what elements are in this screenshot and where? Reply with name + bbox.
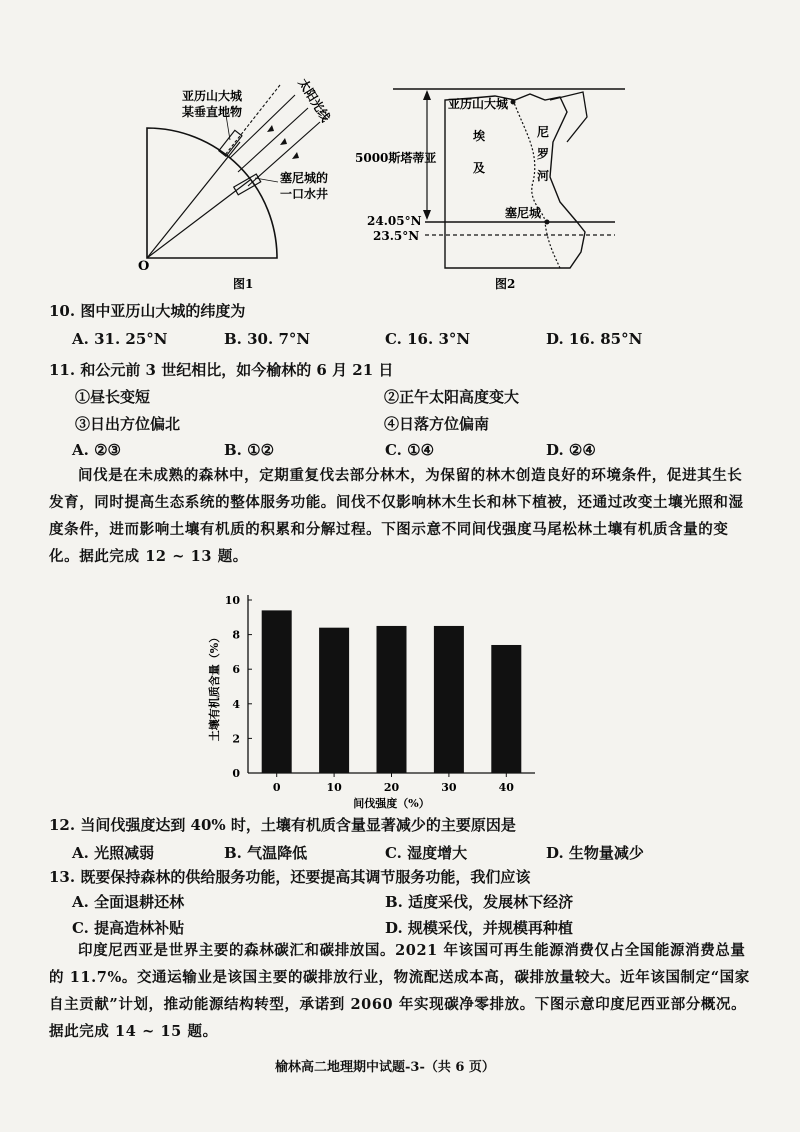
fig1-syene-label-1: 塞尼城的 — [280, 171, 329, 185]
organic-matter-chart — [200, 585, 550, 810]
q12-option-c[interactable]: C. 湿度增大 — [385, 844, 468, 862]
x-tick-label: 10 — [326, 781, 342, 794]
arrow-1 — [267, 125, 274, 132]
x-axis-title: 间伐强度（%） — [353, 797, 430, 810]
x-tick-label: 30 — [441, 781, 457, 794]
y-tick-label: 10 — [224, 594, 240, 607]
fig2-distance-label: 5000斯塔蒂亚 — [355, 151, 437, 165]
fig1-syene-label-2: 一口水井 — [280, 187, 329, 201]
fig2-lat2-label: 23.5°N — [373, 229, 420, 243]
passage-indonesia: 印度尼西亚是世界主要的森林碳汇和碳排放国。2021 年该国可再生能源消费仅占全国能源消费总量的 11.7%。交通运输业是该国主要的碳排放行业，物流配送成本高，碳排放量较大。近年该国制定“国家自主贡献”计划，推动能源结构转型，承诺到 2060 年实现碳净零排放。下图示意印度尼西亚部分概况。据此完成 14 ~ 15 题。 — [49, 942, 750, 1040]
fig1-caption: 图1 — [233, 277, 254, 291]
q12-stem: 12. 当间伐强度达到 40% 时，土壤有机质含量显著减少的主要原因是 — [49, 816, 516, 834]
arrow-2 — [280, 138, 287, 145]
y-tick-label: 6 — [232, 663, 240, 677]
q10-stem: 10. 图中亚历山大城的纬度为 — [49, 302, 246, 320]
egypt-outline — [445, 94, 585, 268]
fig2-alexandria-label: 亚历山大城 — [448, 97, 509, 111]
fig2-egypt-label-1: 埃 — [473, 129, 486, 143]
y-axis-title: 土壤有机质含量（%） — [208, 631, 221, 742]
q11-item-1: ①昼长变短 — [75, 388, 151, 406]
q10-option-a[interactable]: A. 31. 25°N — [72, 330, 168, 348]
q13-option-b[interactable]: B. 适度采伐，发展林下经济 — [385, 893, 574, 911]
q13-option-d[interactable]: D. 规模采伐，并规模再种植 — [385, 919, 573, 937]
alexandria-dot — [511, 100, 516, 105]
fig1-alexandria-label-1: 亚历山大城 — [182, 89, 243, 103]
bar-0 — [262, 610, 292, 773]
bar-10 — [319, 628, 349, 773]
leader-syene — [255, 178, 278, 182]
radius-to-alexandria — [147, 142, 240, 258]
x-tick-label: 20 — [383, 781, 400, 794]
q11-stem: 11. 和公元前 3 世纪相比，如今榆林的 6 月 21 日 — [49, 361, 394, 379]
chart-bars — [262, 610, 522, 773]
quarter-circle — [147, 128, 277, 258]
y-tick-label: 2 — [232, 732, 240, 746]
q12-option-b[interactable]: B. 气温降低 — [224, 844, 308, 862]
fig2-lat1-label: 24.05°N — [367, 214, 422, 228]
bar-20 — [377, 626, 407, 773]
y-tick-label: 0 — [232, 767, 240, 780]
passage-thinning: 间伐是在未成熟的森林中，定期重复伐去部分林木，为保留的林木创造良好的环境条件，促进其生长发育，同时提高生态系统的整体服务功能。间伐不仅影响林木生长和林下植被，还通过改变土壤光照和湿度条件，进而影响土壤有机质的积累和分解过程。下图示意不同间伐强度马尾松林土壤有机质含量的变化。据此完成 12 ~ 13 题。 — [49, 467, 744, 565]
q11-option-c[interactable]: C. ①④ — [385, 441, 435, 459]
fig1-origin-label: O — [138, 259, 150, 274]
fig2-nile-label-1: 尼 — [537, 125, 550, 139]
q11-item-3: ③日出方位偏北 — [75, 415, 181, 433]
arrow-3 — [292, 152, 299, 159]
fig1-alexandria-label-2: 某垂直地物 — [182, 105, 243, 119]
q11-option-b[interactable]: B. ①② — [224, 441, 275, 459]
q11-item-4: ④日落方位偏南 — [384, 415, 490, 433]
fig2-nile-label-3: 河 — [537, 169, 550, 183]
sinai-outline — [550, 92, 587, 142]
x-tick-label: 40 — [498, 781, 514, 794]
q11-item-2: ②正午太阳高度变大 — [384, 388, 520, 406]
syene-well — [234, 174, 261, 195]
chart-labels — [207, 594, 514, 810]
distance-arrow-top — [423, 90, 431, 100]
fig2-caption: 图2 — [495, 277, 516, 291]
radius-to-syene — [147, 180, 250, 258]
q13-stem: 13. 既要保持森林的供给服务功能，还要提高其调节服务功能，我们应该 — [49, 868, 531, 886]
q12-option-a[interactable]: A. 光照减弱 — [72, 844, 155, 862]
fig1-sunlight-label: 太阳光线 — [295, 76, 333, 125]
bar-30 — [434, 626, 464, 773]
q11-option-d[interactable]: D. ②④ — [546, 441, 596, 459]
fig2-syene-label: 塞尼城 — [505, 206, 542, 220]
y-tick-label: 4 — [232, 697, 240, 711]
figure-2-map — [355, 72, 630, 294]
q13-option-c[interactable]: C. 提高造林补贴 — [72, 919, 185, 937]
page-footer: 榆林高二地理期中试题-3-（共 6 页） — [275, 1060, 495, 1075]
figure-1-diagram — [130, 70, 360, 295]
syene-dot — [545, 220, 550, 225]
q12-option-d[interactable]: D. 生物量减少 — [546, 844, 644, 862]
fig2-egypt-label-2: 及 — [473, 161, 486, 175]
q11-option-a[interactable]: A. ②③ — [72, 441, 121, 459]
x-tick-label: 0 — [272, 781, 281, 794]
y-tick-label: 8 — [232, 628, 240, 642]
q10-option-c[interactable]: C. 16. 3°N — [385, 330, 471, 348]
bar-40 — [491, 645, 521, 773]
fig2-nile-label-2: 罗 — [537, 147, 550, 161]
q13-option-a[interactable]: A. 全面退耕还林 — [72, 893, 185, 911]
q10-option-b[interactable]: B. 30. 7°N — [224, 330, 311, 348]
q10-option-d[interactable]: D. 16. 85°N — [546, 330, 643, 348]
distance-arrow-bottom — [423, 210, 431, 220]
